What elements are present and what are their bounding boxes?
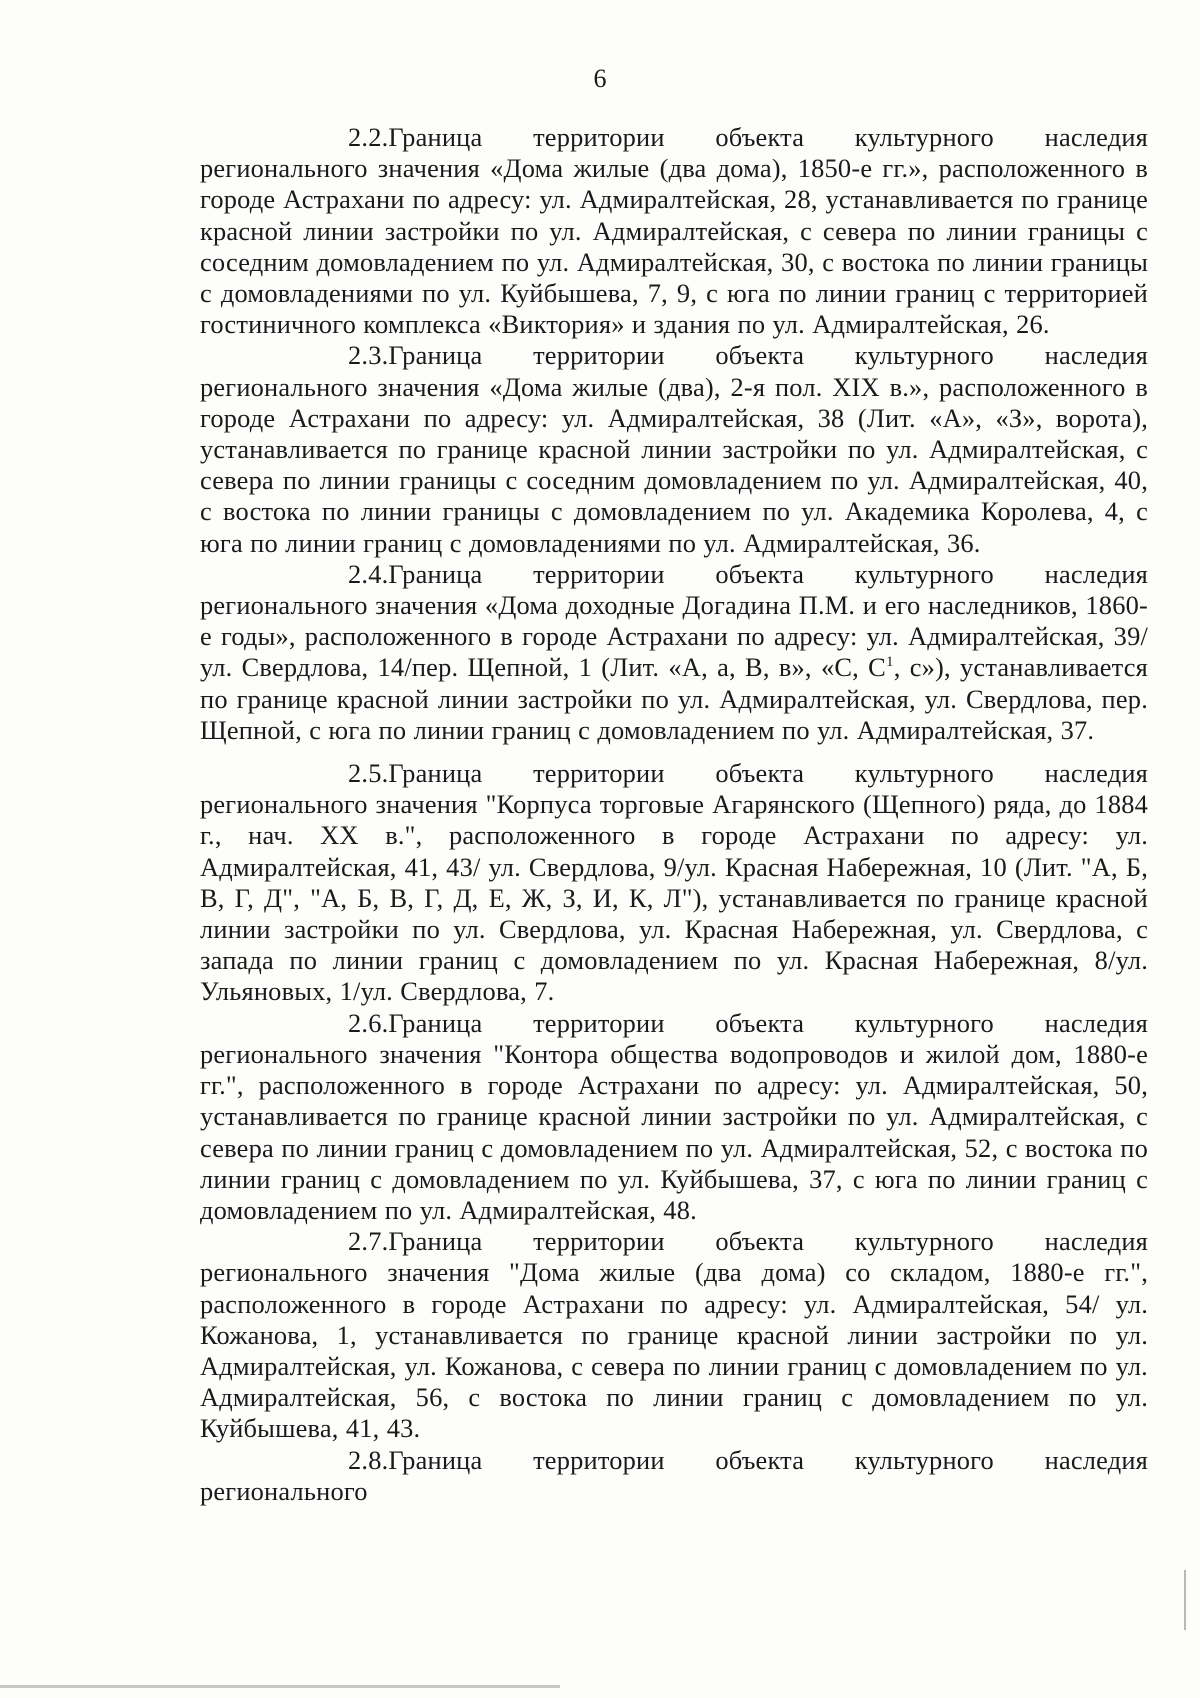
clause-number: 2.5. <box>348 758 389 789</box>
clause-number: 2.8. <box>348 1444 389 1475</box>
clause-number: 2.7. <box>348 1226 389 1257</box>
document-body <box>200 122 1148 1507</box>
page-number: 6 <box>593 64 607 93</box>
clause-2-7 <box>200 1226 1148 1444</box>
clause-text: Граница территории объекта культурного наследия регионального значения «Дома жилые (два дома), 1850-е гг.», расположенного в городе Астрахани по адресу: ул. Адмиралтейская, 28, устанавливается по границе красной линии застройки по ул. Адмиралтейская, с севера по линии границы с соседним домовладением по ул. Адмиралтейская, 30, с востока по линии границы с домовладениями по ул. Куйбышева, 7, 9, с юга по линии границ с территорией гостиничного комплекса «Виктория» и здания по ул. Адмиралтейская, 26. <box>200 122 1148 340</box>
clause-2-6 <box>200 1008 1148 1226</box>
clause-number: 2.3. <box>348 340 389 371</box>
clause-text: Граница территории объекта культурного наследия регионального значения "Дома жилые (два дома) со складом, 1880-е гг.", расположенного в городе Астрахани по адресу: ул. Адмиралтейская, 54/ ул. Кожанова, 1, устанавливается по границе красной линии застройки по ул. Адмиралтейская, ул. Кожанова, с севера по линии границ с домовладением по ул. Адмиралтейская, 56, с востока по линии границ с домовладением по ул. Куйбышева, 41, 43. <box>200 1226 1148 1444</box>
clause-number: 2.2. <box>348 122 389 152</box>
clause-text: Граница территории объекта культурного наследия регионального значения «Дома жилые (два), 2-я пол. XIX в.», расположенного в городе Астрахани по адресу: ул. Адмиралтейская, 38 (Лит. «А», «З», ворота), устанавливается по границе красной линии застройки по ул. Адмиралтейская, с севера по линии границы с соседним домовладением по ул. Адмиралтейская, 40, с востока по линии границы с домовладением по ул. Академика Королева, 4, с юга по линии границ с домовладениями по ул. Адмиралтейская, 36. <box>200 340 1148 558</box>
clause-number: 2.4. <box>348 558 389 589</box>
scan-edge-right <box>1184 1570 1186 1630</box>
clause-2-8 <box>200 1445 1148 1507</box>
clause-2-5 <box>200 758 1148 1008</box>
clause-2-3 <box>200 340 1148 558</box>
clause-text: Граница территории объекта культурного наследия регионального значения «Дома доходные Догадина П.М. и его наследников, 1860-е годы», расположенного в городе Астрахани по адресу: ул. Адмиралтейская, 39/ул. Свердлова, 14/пер. Щепной, 1 (Лит. «А, а, В, в», «С, С <box>200 558 1148 683</box>
scan-edge-bottom <box>0 1685 560 1688</box>
superscript: 1 <box>885 654 894 671</box>
clause-2-2 <box>200 122 1148 340</box>
clause-text-continued: , с»), устанавливается по границе красной линии застройки по ул. Адмиралтейская, ул. Свердлова, пер. Щепной, с юга по линии границ с домовладением по ул. Адмиралтейская, 37. <box>200 652 1148 745</box>
clause-2-4 <box>200 559 1148 746</box>
clause-text: Граница территории объекта культурного наследия регионального значения "Контора общества водопроводов и жилой дом, 1880-е гг.", расположенного в городе Астрахани по адресу: ул. Адмиралтейская, 50, устанавливается по границе красной линии застройки по ул. Адмиралтейская, с севера по линии границ с домовладением по ул. Адмиралтейская, 52, с востока по линии границ с домовладением по ул. Куйбышева, 37, с юга по линии границ с домовладением по ул. Адмиралтейская, 48. <box>200 1007 1148 1225</box>
clause-number: 2.6. <box>348 1007 389 1038</box>
clause-text: Граница территории объекта культурного наследия регионального значения "Корпуса торговые Агарянского (Щепного) ряда, до 1884 г., нач. XX в.", расположенного в городе Астрахани по адресу: ул. Адмиралтейская, 41, 43/ ул. Свердлова, 9/ул. Красная Набережная, 10 (Лит. "А, Б, В, Г, Д", "А, Б, В, Г, Д, Е, Ж, З, И, К, Л"), устанавливается по границе красной линии застройки по ул. Свердлова, ул. Красная Набережная, ул. Свердлова, с запада по линии границ с домовладением по ул. Красная Набережная, 8/ул. Ульяновых, 1/ул. Свердлова, 7. <box>200 758 1148 1007</box>
clause-text: Граница территории объекта культурного наследия регионального <box>200 1444 1148 1506</box>
